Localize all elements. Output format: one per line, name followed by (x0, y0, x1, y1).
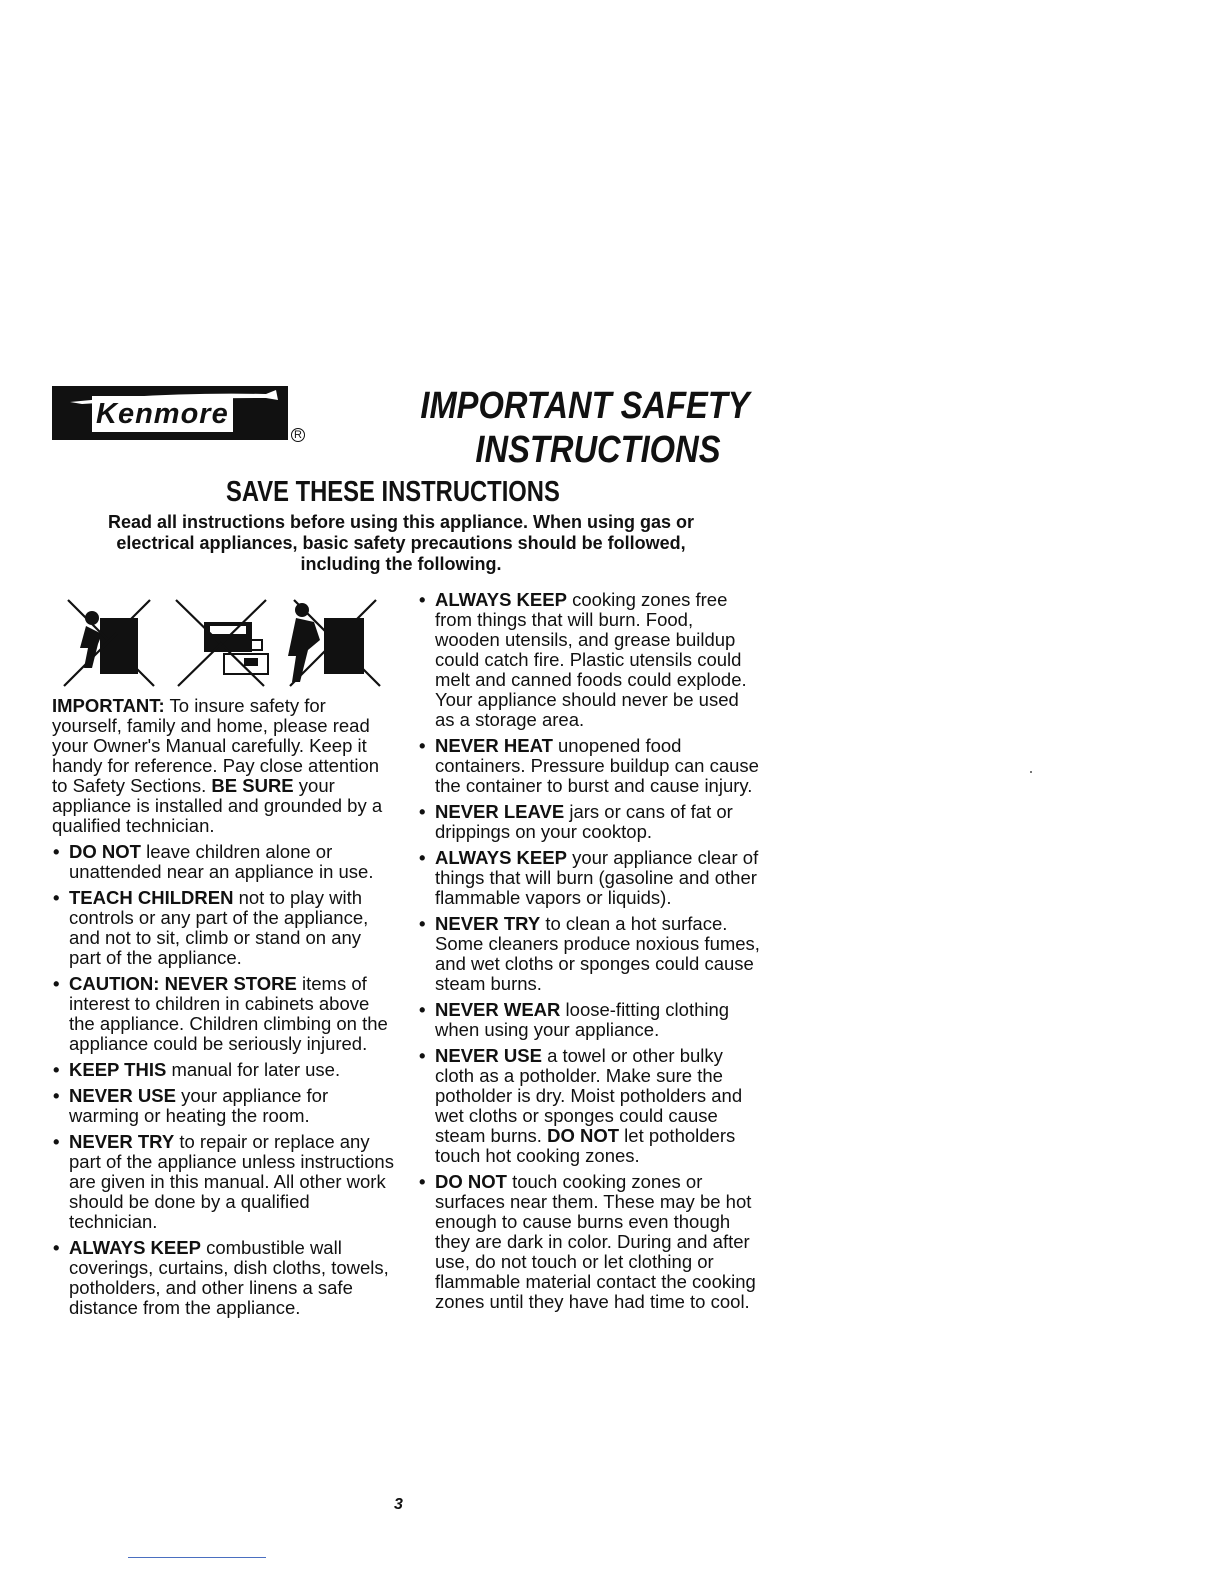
list-item: • ALWAYS KEEP combustible wall coverings, curtains, dish cloths, towels, potholders, and other linens a safe distance from the appliance. (53, 1237, 389, 1318)
title-line-1: IMPORTANT SAFETY (420, 385, 750, 427)
intro-line-2: electrical appliances, basic safety precautions should be followed, (116, 533, 686, 553)
logo-text: Kenmore (92, 396, 233, 432)
list-item: • CAUTION: NEVER STORE items of interest to children in cabinets above the appliance. Children climbing on the appliance could be seriously injured. (53, 973, 388, 1054)
page-title (398, 384, 759, 472)
page-number: 3 (394, 1496, 403, 1513)
list-item: • ALWAYS KEEP cooking zones free from things that will burn. Food, wooden utensils, and grease buildup could catch fire. Plastic utensils could melt and canned foods could explode. Your appliance should never be used as a storage area. (419, 589, 747, 730)
right-column (418, 590, 763, 1318)
list-item: • NEVER LEAVE jars or cans of fat or drippings on your cooktop. (419, 801, 733, 842)
be-sure-label: BE SURE (211, 775, 294, 796)
list-item: • NEVER WEAR loose-fitting clothing when using your appliance. (419, 999, 730, 1040)
intro-line-3: including the following. (300, 554, 502, 574)
no-storage-icon (176, 600, 268, 686)
no-storage-climb-icon (288, 600, 380, 686)
registered-mark: R (291, 428, 305, 442)
list-item: • ALWAYS KEEP your appliance clear of things that will burn (gasoline and other flammable vapors or liquids). (419, 847, 759, 908)
intro-text (70, 512, 732, 575)
kenmore-logo (52, 386, 314, 442)
list-item: • NEVER HEAT unopened food containers. Pressure buildup can cause the container to burst and cause injury. (419, 735, 759, 796)
list-item: • KEEP THIS manual for later use. (53, 1059, 341, 1080)
list-item: • DO NOT leave children alone or unattended near an appliance in use. (53, 841, 374, 882)
be-sure-text: your appliance is installed and grounded by a qualified technician. (52, 775, 383, 836)
list-item: • NEVER TRY to repair or replace any part of the appliance unless instructions are given in this manual. All other work should be done by a qualified technician. (53, 1131, 394, 1232)
bottom-rule (128, 1557, 266, 1558)
list-item: • TEACH CHILDREN not to play with controls or any part of the appliance, and not to sit, climb or stand on any part of the appliance. (53, 887, 369, 968)
scan-speck (1030, 771, 1032, 773)
child-no-climb-icon (64, 600, 154, 686)
list-item: • DO NOT touch cooking zones or surfaces near them. These may be hot enough to cause burns even though they are dark in color. During and after use, do not touch or let clothing or flammable material contact the cooking zones until they have had time to cool. (419, 1171, 756, 1312)
left-column (52, 696, 397, 1324)
list-item: • NEVER TRY to clean a hot surface. Some cleaners produce noxious fumes, and wet cloths or sponges could cause steam burns. (419, 913, 760, 994)
warning-icons (58, 596, 388, 690)
important-label: IMPORTANT: (52, 695, 165, 716)
list-item: • NEVER USE your appliance for warming or heating the room. (53, 1085, 329, 1126)
title-line-2: INSTRUCTIONS (475, 429, 721, 471)
important-text: To insure safety for yourself, family and home, please read your Owner's Manual carefully. Keep it handy for reference. Pay close attention to Safety Sections. (52, 695, 380, 796)
save-instructions-heading: SAVE THESE INSTRUCTIONS (226, 476, 560, 508)
important-paragraph (52, 696, 397, 836)
list-item: • NEVER USE a towel or other bulky cloth as a potholder. Make sure the potholder is dry. Moist potholders and wet cloths or sponges could cause steam burns. DO NOT let potholders touch hot cooking zones. (419, 1045, 743, 1166)
intro-line-1: Read all instructions before using this appliance. When using gas or (107, 512, 695, 532)
